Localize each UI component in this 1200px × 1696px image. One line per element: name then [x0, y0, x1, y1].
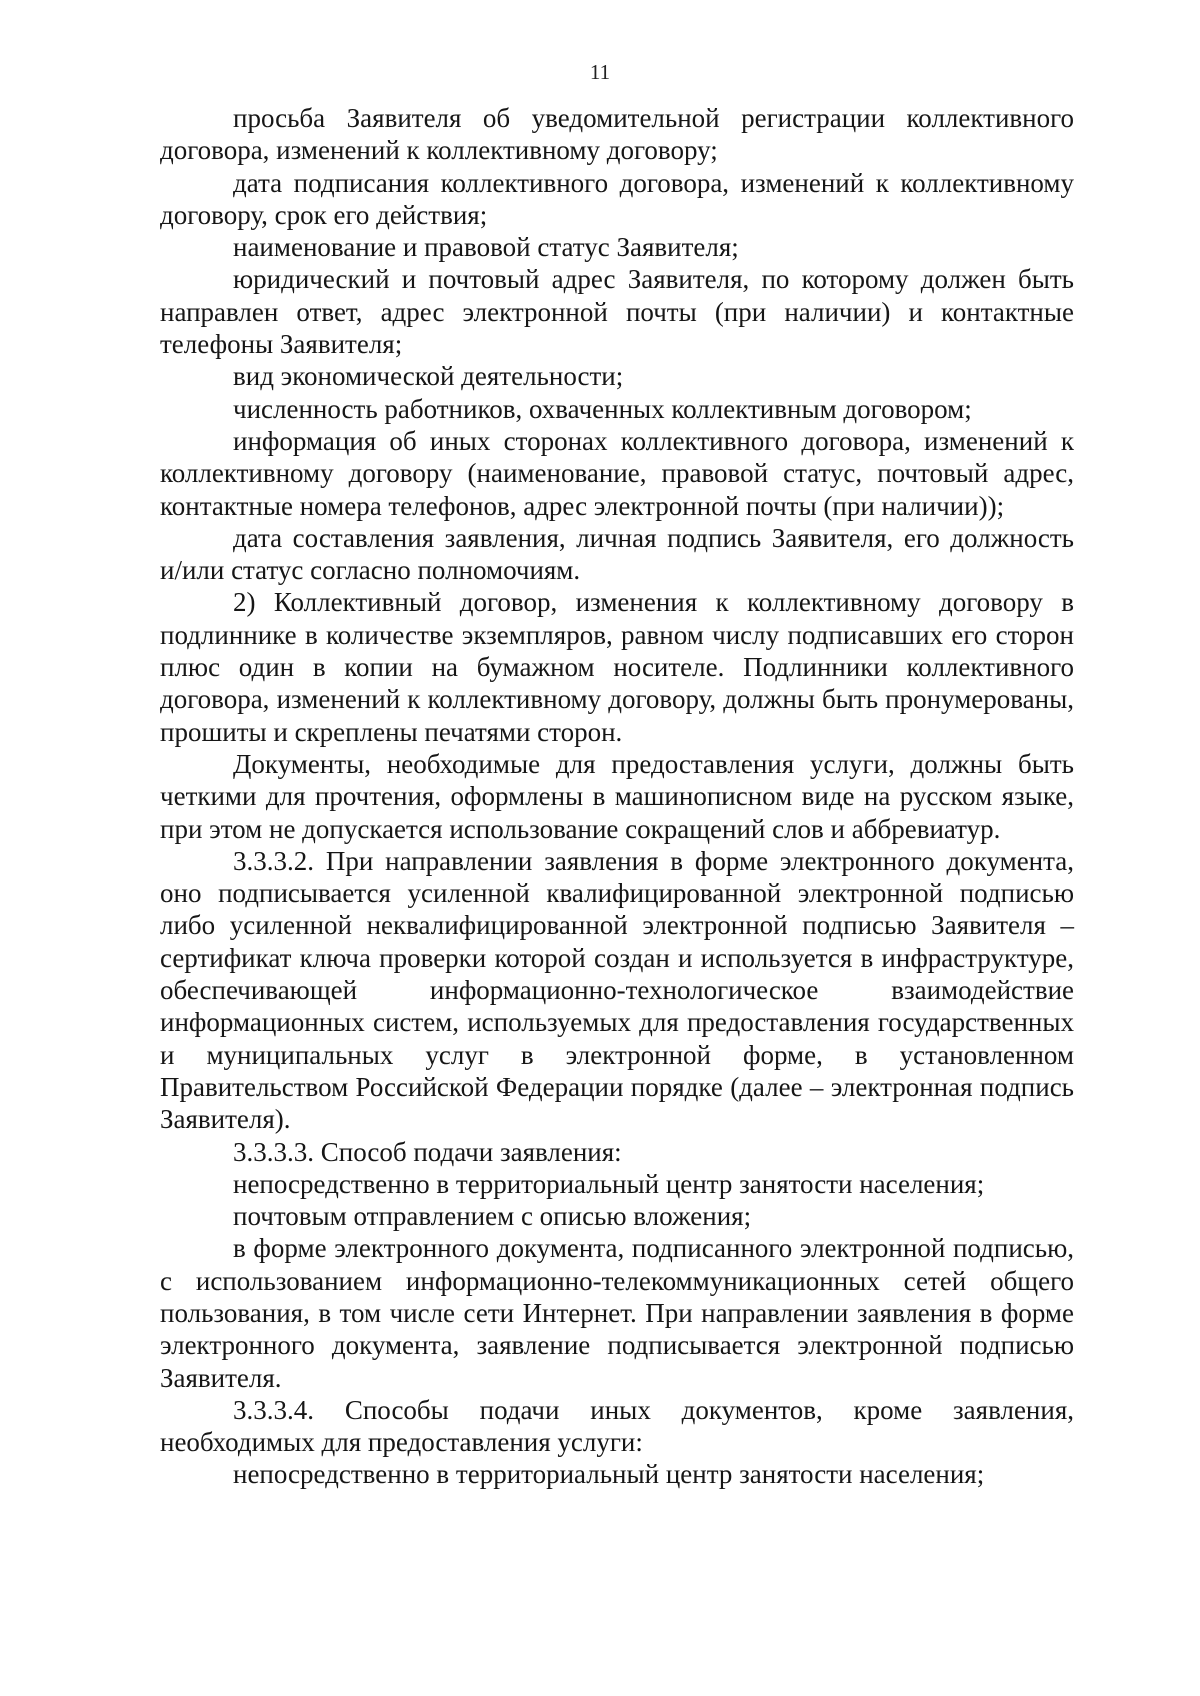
paragraph-item-2: 2) Коллективный договор, изменения к коллективному договору в подлиннике в количестве экземпляров, равном числу подписавших его сторон плюс один в копии на бумажном носителе. Подлинники коллективного договора, изменений к коллективному договору, должны быть пронумерованы, прошиты и скреплены печатями сторон. [160, 587, 1074, 747]
paragraph-documents: Документы, необходимые для предоставления услуги, должны быть четкими для прочтения, оформлены в машинописном виде на русском языке, при этом не допускается использование сокращений слов и аббревиатур. [160, 748, 1074, 844]
document-body [160, 102, 1074, 1491]
paragraph-signing-date: дата подписания коллективного договора, изменений к коллективному договору, срок его действия; [160, 167, 1074, 230]
paragraph-in-person-2: непосредственно в территориальный центр занятости населения; [233, 1459, 985, 1490]
paragraph-3-3-3-3: 3.3.3.3. Способ подачи заявления: [233, 1136, 622, 1167]
paragraph-in-person: непосредственно в территориальный центр занятости населения; [233, 1168, 985, 1199]
page-number: 11 [589, 60, 611, 84]
paragraph-application-date: дата составления заявления, личная подпись Заявителя, его должность и/или статус согласно полномочиям. [160, 522, 1074, 586]
paragraph-3-3-3-4: 3.3.3.4. Способы подачи иных документов, кроме заявления, необходимых для предоставления услуги: [160, 1394, 1074, 1458]
paragraph-address: юридический и почтовый адрес Заявителя, по которому должен быть направлен ответ, адрес электронной почты (при наличии) и контактные телефоны Заявителя; [160, 264, 1074, 360]
paragraph-activity: вид экономической деятельности; [233, 361, 624, 392]
paragraph-other-parties: информация об иных сторонах коллективного договора, изменений к коллективному договору (наименование, правовой статус, почтовый адрес, контактные номера телефонов, адрес электронной почты (при наличии)); [160, 425, 1074, 521]
paragraph-request: просьба Заявителя об уведомительной регистрации коллективного договора, изменений к коллективному договору; [160, 103, 1074, 166]
paragraph-name-status: наименование и правовой статус Заявителя; [233, 232, 739, 263]
paragraph-electronic: в форме электронного документа, подписанного электронной подписью, с использованием информационно-телекоммуникационных сетей общего пользования, в том числе сети Интернет. При направлении заявления в форме электронного документа, заявление подписывается электронной подписью Заявителя. [160, 1233, 1074, 1393]
paragraph-3-3-3-2: 3.3.3.2. При направлении заявления в форме электронного документа, оно подписывается усиленной квалифицированной электронной подписью либо усиленной неквалифицированной электронной подписью Заявителя – сертификат ключа проверки которой создан и используется в инфраструктуре, обеспечивающей информационно-технологическое взаимодействие информационных систем, используемых для предоставления государственных и муниципальных услуг в электронной форме, в установленном Правительством Российской Федерации порядке (далее – электронная подпись Заявителя). [160, 845, 1074, 1135]
paragraph-by-mail: почтовым отправлением с описью вложения; [233, 1201, 752, 1232]
paragraph-employees: численность работников, охваченных коллективным договором; [233, 393, 972, 424]
